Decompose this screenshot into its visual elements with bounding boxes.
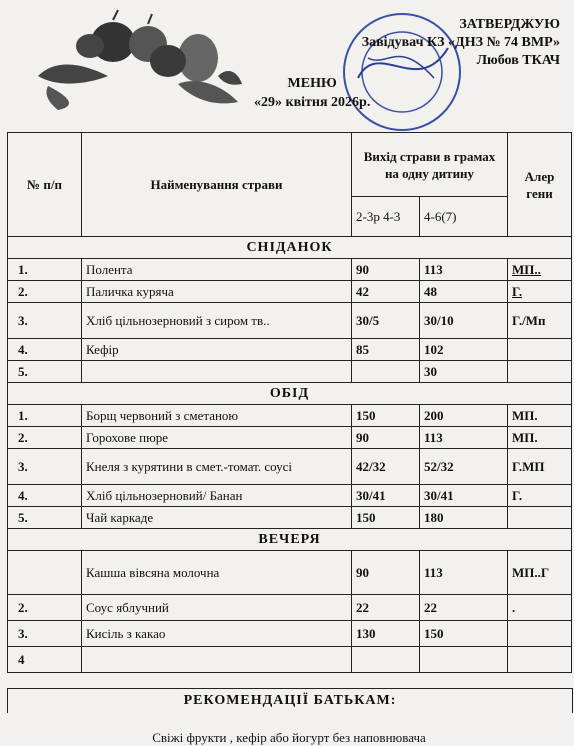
dish-name: Кнеля з курятини в смет.-томат. соусі [82,449,352,485]
yield-small [352,647,420,673]
yield-large: 22 [420,595,508,621]
section-header-row [8,237,572,259]
dish-name: Паличка куряча [82,281,352,303]
section-header-row [8,383,572,405]
table-row [8,303,572,339]
table-row [8,507,572,529]
row-number: 3. [8,303,82,339]
dish-name: Борщ червоний з сметаною [82,405,352,427]
yield-small: 42 [352,281,420,303]
menu-table [7,132,572,673]
section-header-row [8,529,572,551]
yield-small: 130 [352,621,420,647]
table-row [8,595,572,621]
table-row [8,361,572,383]
table-row [8,449,572,485]
yield-large: 30/10 [420,303,508,339]
recommendations-text: Свіжі фрукти , кефір або йогурт без наповнювача [152,730,426,745]
yield-small: 30/41 [352,485,420,507]
yield-large: 30/41 [420,485,508,507]
table-row [8,339,572,361]
table-row [8,405,572,427]
yield-small: 85 [352,339,420,361]
row-number: 2. [8,595,82,621]
yield-large: 52/32 [420,449,508,485]
table-row [8,647,572,673]
approve-title: ЗАТВЕРДЖУЮ [459,17,560,32]
yield-small: 22 [352,595,420,621]
dish-name: Кисіль з какао [82,621,352,647]
row-number: 5. [8,507,82,529]
row-number: 1. [8,259,82,281]
header-number: № п/п [8,133,82,237]
dish-name: Хліб цільнозерновий/ Банан [82,485,352,507]
yield-small: 150 [352,405,420,427]
allergens: МП. [508,427,572,449]
yield-small: 90 [352,551,420,595]
table-row [8,621,572,647]
row-number: 4. [8,339,82,361]
allergens: Г./Мп [508,303,572,339]
dish-name [82,647,352,673]
dish-name: Кашша вівсяна молочна [82,551,352,595]
allergens: МП. [508,405,572,427]
dish-name: Соус яблучний [82,595,352,621]
yield-small: 90 [352,259,420,281]
yield-large [420,647,508,673]
table-row [8,281,572,303]
yield-small: 90 [352,427,420,449]
row-number: 1. [8,405,82,427]
yield-small: 42/32 [352,449,420,485]
yield-large: 48 [420,281,508,303]
dish-name: Кефір [82,339,352,361]
section-title: СНІДАНОК [8,237,572,259]
fruit-decoration-image [18,6,248,116]
header-age-small: 2-3р 4-3 [352,197,420,237]
dish-name: Хліб цільнозерновий з сиром тв.. [82,303,352,339]
allergens [508,647,572,673]
recommendations-title: РЕКОМЕНДАЦІЇ БАТЬКАМ: [7,688,573,713]
dish-name: Полента [82,259,352,281]
yield-large: 113 [420,427,508,449]
allergens [508,621,572,647]
allergens: МП.. [508,259,572,281]
section-title: ОБІД [8,383,572,405]
table-row [8,551,572,595]
approval-block [362,16,560,70]
header-dish-name: Найменування страви [82,133,352,237]
row-number: 4. [8,485,82,507]
yield-large: 180 [420,507,508,529]
yield-large: 113 [420,259,508,281]
approve-head: Завідувач КЗ «ДНЗ № 74 ВМР» [361,35,560,50]
table-row [8,485,572,507]
row-number: 3. [8,621,82,647]
header-age-large: 4-6(7) [420,197,508,237]
row-number: 2. [8,427,82,449]
row-number [8,551,82,595]
dish-name [82,361,352,383]
table-row [8,427,572,449]
yield-small [352,361,420,383]
row-number: 5. [8,361,82,383]
allergens [508,507,572,529]
allergens [508,339,572,361]
header-yield: Вихід страви в грамах на одну дитину [352,133,508,197]
allergens [508,361,572,383]
yield-large: 200 [420,405,508,427]
yield-large: 30 [420,361,508,383]
menu-heading [254,74,370,112]
allergens: Г. [508,485,572,507]
yield-large: 113 [420,551,508,595]
menu-title: МЕНЮ [287,76,337,91]
header-row [8,133,572,197]
row-number: 2. [8,281,82,303]
allergens: Г.МП [508,449,572,485]
allergens: МП..Г [508,551,572,595]
allergens: . [508,595,572,621]
yield-small: 30/5 [352,303,420,339]
dish-name: Чай каркаде [82,507,352,529]
row-number: 3. [8,449,82,485]
yield-small: 150 [352,507,420,529]
menu-date: «29» квітня 2026р. [254,95,371,110]
approve-signatory: Любов ТКАЧ [476,53,560,68]
section-title: ВЕЧЕРЯ [8,529,572,551]
yield-large: 150 [420,621,508,647]
header-allergens: Алер гени [508,133,572,237]
yield-large: 102 [420,339,508,361]
row-number: 4 [8,647,82,673]
dish-name: Горохове пюре [82,427,352,449]
allergens: Г. [508,281,572,303]
table-row [8,259,572,281]
